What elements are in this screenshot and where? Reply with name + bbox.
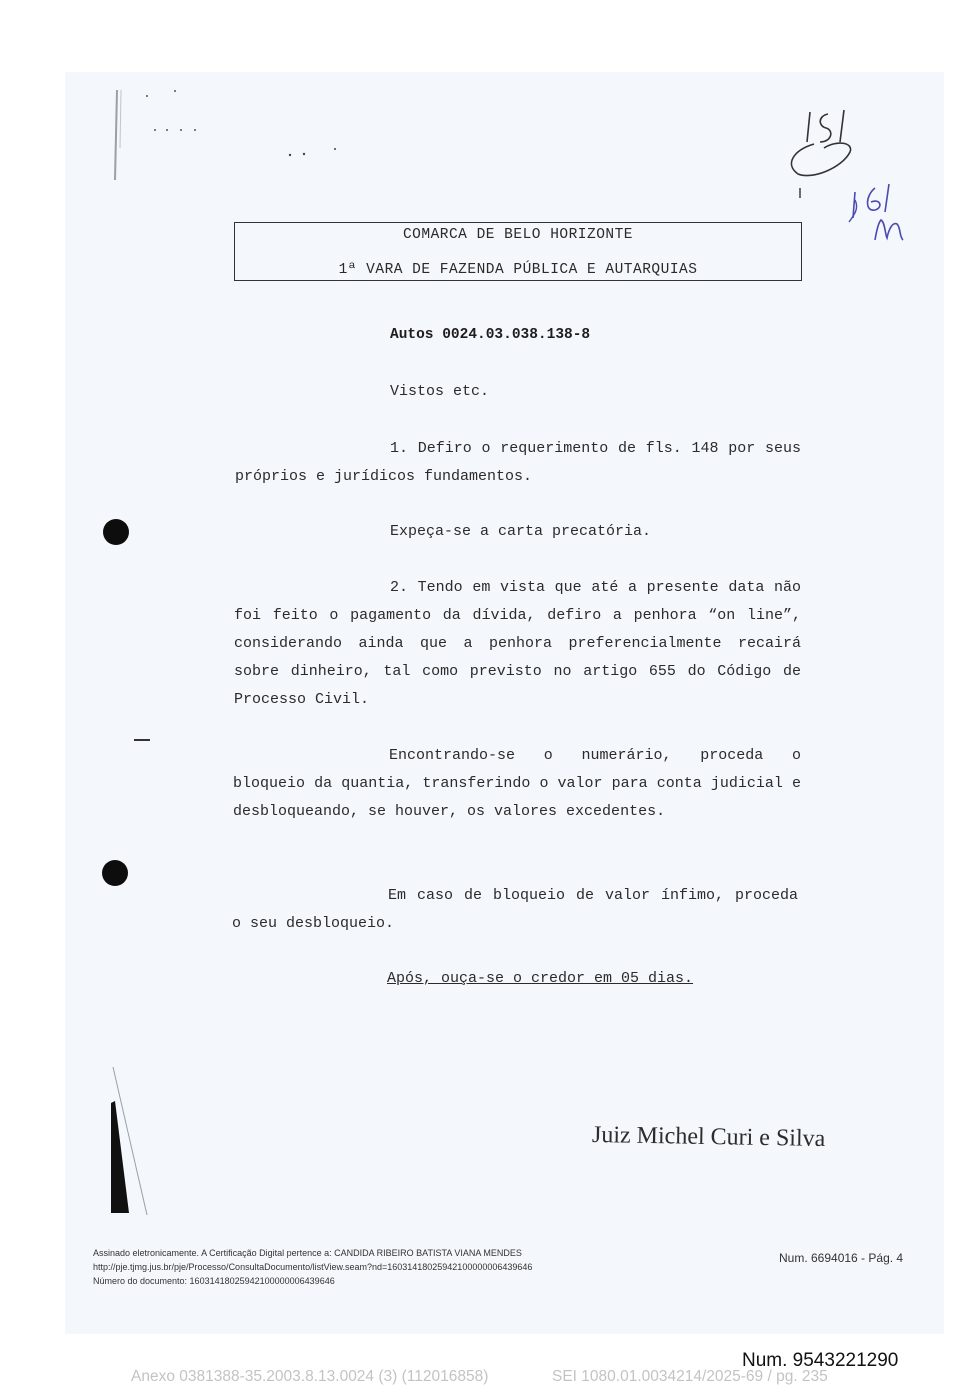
scan-edge-artifact: [105, 1065, 165, 1220]
court-header-box: [234, 222, 802, 281]
document-number-line: Número do documento: 16031418025942100000006439646: [93, 1276, 335, 1286]
judge-signature: Juiz Michel Curi e Silva: [591, 1121, 826, 1153]
paragraph-valor-infimo: Em caso de bloqueio de valor ínfimo, proceda o seu desbloqueio.: [232, 887, 798, 932]
case-number: Autos 0024.03.038.138-8: [390, 327, 591, 343]
signed-by-line: Assinado eletronicamente. A Certificação Digital pertence a: CANDIDA RIBEIRO BATISTA VIANA MENDES: [93, 1248, 522, 1258]
paragraph-item-1: 1. Defiro o requerimento de fls. 148 por seus próprios e jurídicos fundamentos.: [235, 440, 801, 485]
court-division: 1ª VARA DE FAZENDA PÚBLICA E AUTARQUIAS: [338, 262, 698, 278]
punch-hole: [103, 519, 129, 545]
paragraph-item-2: 2. Tendo em vista que até a presente data não foi feito o pagamento da dívida, defiro a penhora “on line”, considerando ainda que a penhora preferencialmente recairá sobre dinheiro, tal como previsto no artigo 655 do Código de Processo Civil.: [234, 579, 801, 708]
handwritten-folio-161: [845, 178, 920, 253]
scan-artifact: [285, 145, 345, 165]
page-number: Num. 6694016 - Pág. 4: [779, 1251, 904, 1265]
stamp-sei: SEI 1080.01.0034214/2025-69 / pg. 235: [552, 1368, 828, 1385]
paragraph-carta-precatoria: Expeça-se a carta precatória.: [390, 523, 652, 540]
stamp-anexo: Anexo 0381388-35.2003.8.13.0024 (3) (112016858): [131, 1368, 489, 1385]
paragraph-credor: Após, ouça-se o credor em 05 dias.: [387, 970, 694, 987]
court-name: COMARCA DE BELO HORIZONTE: [402, 227, 634, 243]
digital-signature-footer: [93, 1246, 613, 1288]
document-url-line: http://pje.tjmg.jus.br/pje/Processo/ConsultaDocumento/listView.seam?nd=16031418025942100000006439646: [93, 1262, 533, 1272]
paragraph-vistos: Vistos etc.: [390, 383, 490, 400]
paragraph-bloqueio: Encontrando-se o numerário, proceda o bloqueio da quantia, transferindo o valor para conta judicial e desbloqueando, se houver, os valores excedentes.: [233, 747, 801, 820]
punch-hole: [102, 860, 128, 886]
scan-artifact: [105, 88, 215, 188]
stamp-number: Num. 9543221290: [742, 1350, 899, 1371]
margin-mark: [134, 739, 150, 741]
